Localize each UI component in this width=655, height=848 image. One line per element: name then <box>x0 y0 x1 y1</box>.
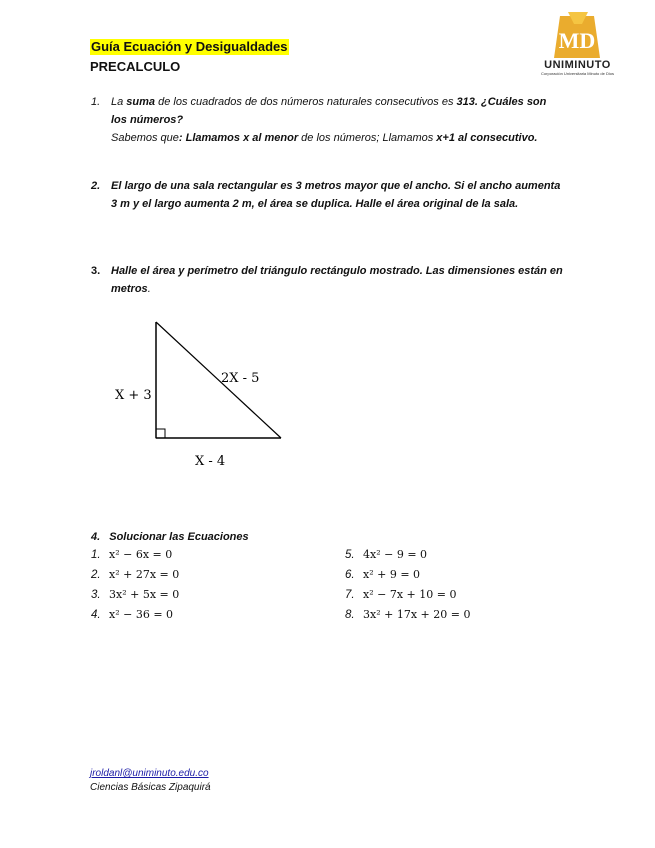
q1-hint: : Llamamos <box>178 132 244 144</box>
eq-text: 3x² + 17x + 20 = 0 <box>363 608 471 621</box>
question-number: 1. <box>91 96 101 108</box>
equation-row <box>91 565 311 585</box>
q1-text: de los cuadrados de dos números naturales consecutivos es <box>155 96 457 108</box>
eq-text: x² − 36 = 0 <box>109 608 174 621</box>
equation-row <box>345 545 575 565</box>
page-title: Guía Ecuación y Desigualdades <box>91 39 288 54</box>
eq-number: 3. <box>91 589 101 601</box>
triangle-hypotenuse <box>156 322 281 438</box>
eq-text: 3x² + 5x = 0 <box>109 588 180 601</box>
question-1 <box>91 93 581 147</box>
q1-bold-313: 313 <box>456 96 475 108</box>
label-hypotenuse: 2X - 5 <box>221 371 260 386</box>
label-left-side: X + 3 <box>115 388 152 403</box>
eq-number: 7. <box>345 589 355 601</box>
q1-hint: Sabemos que <box>111 132 179 144</box>
right-triangle-figure <box>105 315 305 475</box>
equation-row <box>345 585 575 605</box>
footer-email-link[interactable]: jroldanl@uniminuto.edu.co <box>90 768 209 779</box>
q1-text: La <box>111 96 127 108</box>
question-3 <box>91 262 581 298</box>
uniminuto-logo <box>530 10 625 78</box>
equations-right-column <box>345 545 575 625</box>
q1-bold-suma: suma <box>126 96 156 108</box>
q1-question: . ¿Cuáles son <box>474 96 547 108</box>
logo-mark-icon <box>530 10 625 60</box>
equation-row <box>345 565 575 585</box>
eq-text: x² + 9 = 0 <box>363 568 421 581</box>
q1-question-end: los números? <box>111 114 184 126</box>
eq-number: 6. <box>345 569 355 581</box>
q1-hint: de los números; Llamamos <box>298 132 437 144</box>
eq-number: 5. <box>345 549 355 561</box>
q1-hint-bold: x+1 al consecutivo. <box>436 132 538 144</box>
eq-text: x² − 7x + 10 = 0 <box>363 588 457 601</box>
equation-row <box>91 605 311 625</box>
equation-row <box>91 545 311 565</box>
q3-period: . <box>147 283 151 295</box>
q3-text: Halle el área y perímetro del triángulo rectángulo mostrado. Las dimensiones están en metros <box>111 265 563 295</box>
eq-number: 2. <box>91 569 101 581</box>
logo-letters: MD <box>558 28 596 53</box>
eq-text: 4x² − 9 = 0 <box>363 548 428 561</box>
q2-text: El largo de una sala rectangular es 3 metros mayor que el ancho. Si el ancho aumenta 3 m y el largo aumenta 2 m, el área se duplica. Halle el área original de la sala. <box>111 180 561 210</box>
eq-text: x² + 27x = 0 <box>109 568 180 581</box>
right-angle-marker <box>156 429 165 438</box>
footer-campus: Ciencias Básicas Zipaquirá <box>90 782 211 793</box>
question-number: 2. <box>91 180 101 192</box>
eq-text: x² − 6x = 0 <box>109 548 173 561</box>
question-number: 4. <box>91 531 101 543</box>
logo-name: UNIMINUTO <box>544 59 611 71</box>
equation-row <box>345 605 575 625</box>
equation-row <box>91 585 311 605</box>
eq-number: 4. <box>91 609 101 621</box>
question-2 <box>91 177 566 213</box>
page-subtitle: PRECALCULO <box>90 59 181 74</box>
question-number: 3. <box>91 265 101 277</box>
q1-hint-bold: x al menor <box>243 132 299 144</box>
equations-left-column <box>91 545 311 625</box>
label-bottom-side: X - 4 <box>195 454 226 469</box>
q4-title: Solucionar las Ecuaciones <box>109 531 249 543</box>
logo-tagline: Corporación Universitaria Minuto de Dios <box>541 71 614 76</box>
eq-number: 1. <box>91 549 101 561</box>
question-4-title <box>91 528 249 546</box>
eq-number: 8. <box>345 609 355 621</box>
